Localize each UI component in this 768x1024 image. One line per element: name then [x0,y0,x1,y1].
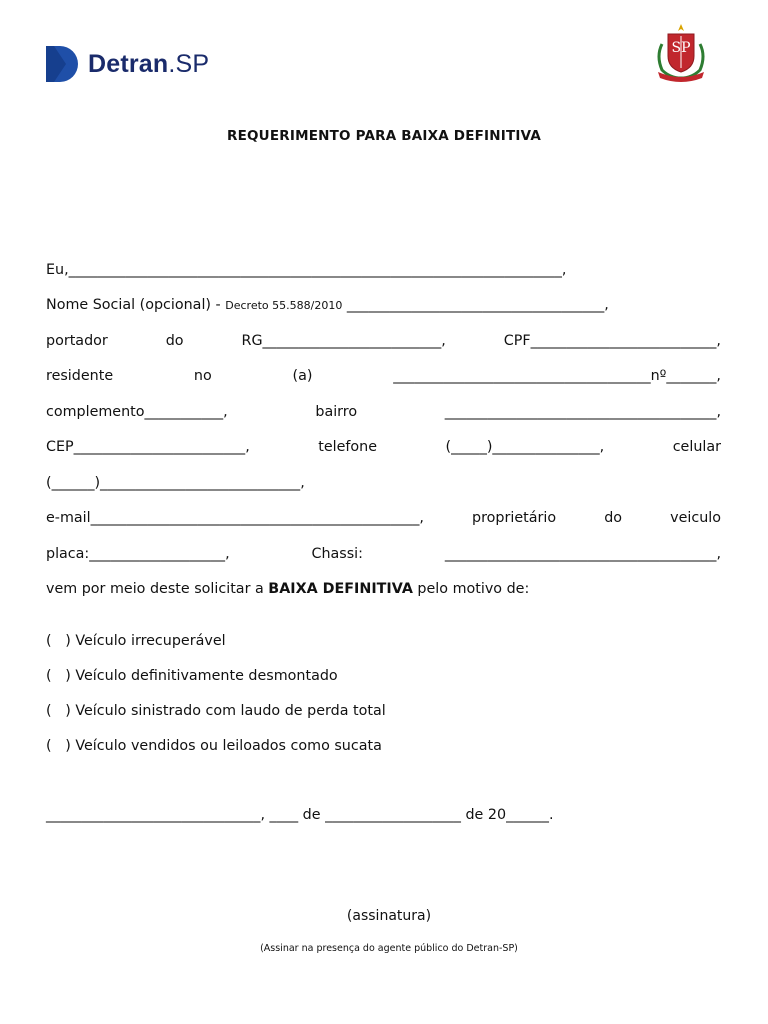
option-checkbox[interactable]: ( ) [46,738,71,754]
signature-label: (assinatura) [346,908,432,924]
field-nome-social: Nome Social (opcional) - Decreto 55.588/2010 ____________________________________, [46,297,609,313]
date-line: ______________________________, ____ de ___________________ de 20______. [46,807,554,823]
field-rg-cpf: portador do RG_________________________, CPF__________________________, [46,333,721,349]
svg-text:SP: SP [671,40,691,56]
detran-sp-logo [44,46,209,82]
field-placa-chassi: placa:___________________, Chassi: ______________________________________, [46,546,721,562]
logo-text: Detran.SP [88,49,210,78]
field-eu: Eu,_____________________________________________________________________, [46,262,567,278]
option-sucata: ( ) Veículo vendidos ou leiloados como sucata [46,738,382,754]
page-title: REQUERIMENTO PARA BAIXA DEFINITIVA [226,128,541,144]
signature-note: (Assinar na presença do agente público do Detran-SP) [260,943,518,954]
sao-paulo-coat-of-arms-icon [652,22,710,84]
field-email: e-mail______________________________________________, proprietário do veiculo [46,510,721,526]
option-checkbox[interactable]: ( ) [46,633,71,649]
option-checkbox[interactable]: ( ) [46,703,71,719]
option-sinistrado: ( ) Veículo sinistrado com laudo de perda total [46,703,386,719]
detran-d-icon [44,46,80,82]
field-cep-telefone: CEP________________________, telefone (_____)_______________, celular [46,439,721,455]
option-desmontado: ( ) Veículo definitivamente desmontado [46,668,338,684]
field-residencia: residente no (a) ____________________________________nº_______, [46,368,721,384]
field-celular: (______)____________________________, [46,475,305,491]
field-complemento-bairro: complemento___________, bairro ______________________________________, [46,404,721,420]
option-irrecuperavel: ( ) Veículo irrecuperável [46,633,226,649]
request-statement: vem por meio deste solicitar a BAIXA DEFINITIVA pelo motivo de: [46,581,530,597]
option-checkbox[interactable]: ( ) [46,668,71,684]
